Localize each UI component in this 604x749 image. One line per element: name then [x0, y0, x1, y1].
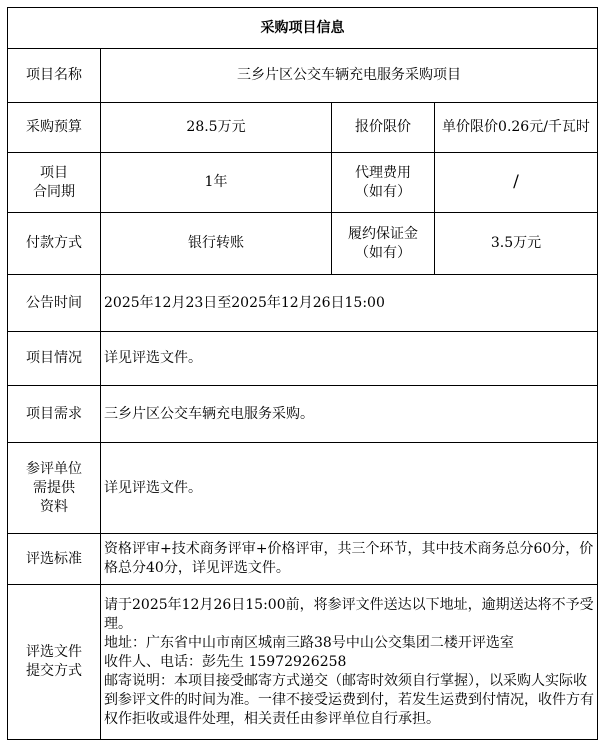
materials-value: 详见评选文件。	[101, 443, 598, 534]
materials-label-line1: 参评单位	[26, 460, 82, 477]
contract-period-label-line2: 合同期	[33, 183, 75, 200]
requirement-value: 三乡片区公交车辆充电服务采购。	[101, 386, 598, 443]
performance-bond-label-line2: （如有）	[355, 244, 411, 261]
performance-bond-label	[332, 213, 435, 275]
payment-value: 银行转账	[101, 213, 332, 275]
contract-period-value: 1年	[101, 153, 332, 213]
requirement-label: 项目需求	[8, 386, 101, 443]
materials-label-line3: 资料	[40, 498, 68, 515]
performance-bond-label-line1: 履约保证金	[348, 225, 418, 242]
materials-label	[8, 443, 101, 534]
price-limit-value: 单价限价0.26元/千瓦时	[435, 103, 598, 153]
agency-fee-label-line2: （如有）	[355, 183, 411, 200]
project-name-value: 三乡片区公交车辆充电服务采购项目	[101, 49, 598, 103]
performance-bond-value: 3.5万元	[435, 213, 598, 275]
procurement-info-table	[7, 7, 598, 740]
budget-label: 采购预算	[8, 103, 101, 153]
contract-period-label-line1: 项目	[40, 164, 68, 181]
announcement-value: 2025年12月23日至2025年12月26日15:00	[101, 275, 598, 332]
criteria-label: 评选标准	[8, 534, 101, 585]
submission-deadline: 请于2025年12月26日15:00前，将参评文件送达以下地址，逾期送达将不予受理。	[104, 596, 594, 632]
contract-period-label	[8, 153, 101, 213]
submission-mail-note: 邮寄说明：本项目接受邮寄方式递交（邮寄时效须自行掌握），以采购人实际收到参评文件的时间为准。一律不接受运费到付，若发生运费到付情况，收件方有权作拒收或退件处理，相关责任由参评单位自行承担。	[104, 672, 594, 727]
project-name-label: 项目名称	[8, 49, 101, 103]
table-title: 采购项目信息	[8, 8, 598, 49]
budget-value: 28.5万元	[101, 103, 332, 153]
agency-fee-value: /	[435, 153, 598, 213]
submission-label	[8, 585, 101, 740]
submission-label-line1: 评选文件	[26, 644, 82, 660]
materials-label-line2: 需提供	[33, 479, 75, 496]
payment-label: 付款方式	[8, 213, 101, 275]
submission-contact: 收件人、电话：彭先生 15972926258	[104, 653, 347, 670]
situation-value: 详见评选文件。	[101, 332, 598, 386]
submission-label-line2: 提交方式	[26, 663, 82, 679]
situation-label: 项目情况	[8, 332, 101, 386]
submission-value	[101, 585, 598, 740]
price-limit-label: 报价限价	[332, 103, 435, 153]
criteria-value: 资格评审+技术商务评审+价格评审，共三个环节，其中技术商务总分60分，价格总分40分，详见评选文件。	[101, 534, 598, 585]
submission-address: 地址：广东省中山市南区城南三路38号中山公交集团二楼开评选室	[104, 634, 514, 651]
agency-fee-label-line1: 代理费用	[355, 164, 411, 181]
agency-fee-label	[332, 153, 435, 213]
announcement-label: 公告时间	[8, 275, 101, 332]
